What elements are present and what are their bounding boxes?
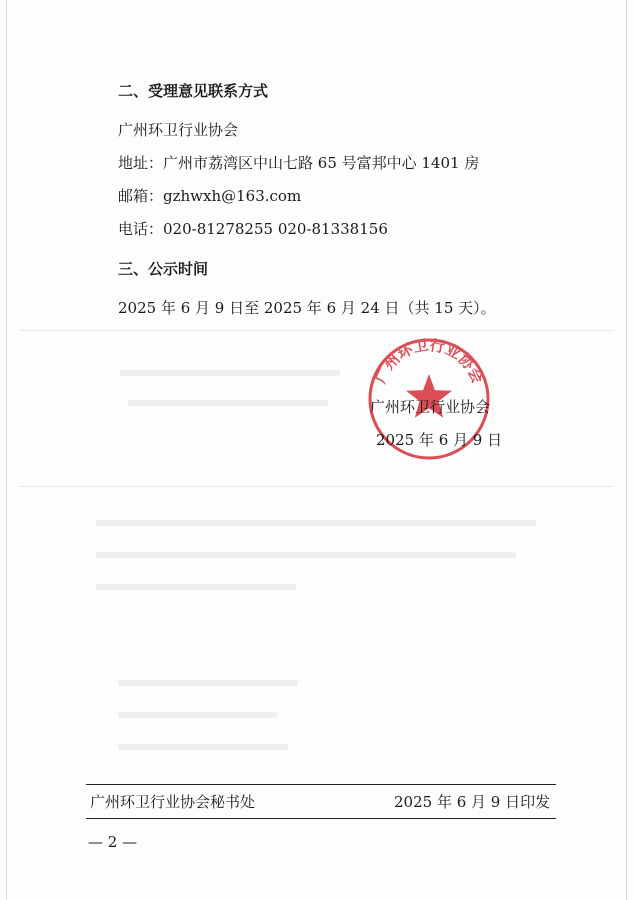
- section-heading-contact: 二、受理意见联系方式: [118, 82, 269, 100]
- bleed-through-text: [96, 584, 296, 590]
- scan-edge-left: [6, 0, 7, 900]
- bleed-through-text: [128, 400, 328, 406]
- contact-address: 地址：广州市荔湾区中山七路 65 号富邦中心 1401 房: [118, 154, 480, 172]
- contact-phone: 电话：020-81278255 020-81338156: [118, 220, 388, 238]
- footer-top-rule: [86, 784, 556, 785]
- bleed-through-text: [96, 552, 516, 558]
- contact-organization: 广州环卫行业协会: [118, 121, 239, 139]
- footer-issue-date: 2025 年 6 月 9 日印发: [394, 793, 551, 811]
- section-heading-publicity-period: 三、公示时间: [118, 260, 209, 278]
- bleed-through-rule: [20, 486, 614, 487]
- publicity-period: 2025 年 6 月 9 日至 2025 年 6 月 24 日（共 15 天）。: [118, 299, 496, 317]
- bleed-through-text: [118, 712, 278, 718]
- bleed-through-text: [118, 744, 288, 750]
- footer-bottom-rule: [86, 818, 556, 819]
- page-number: — 2 —: [88, 833, 138, 851]
- footer-issuer: 广州环卫行业协会秘书处: [90, 793, 256, 811]
- bleed-through-rule: [20, 330, 614, 331]
- bleed-through-text: [96, 520, 536, 526]
- bleed-through-text: [118, 680, 298, 686]
- bleed-through-text: [120, 370, 340, 376]
- contact-email: 邮箱：gzhwxh@163.com: [118, 187, 302, 205]
- signature-organization: 广州环卫行业协会: [370, 398, 491, 416]
- scan-edge-right: [626, 0, 627, 900]
- signature-date: 2025 年 6 月 9 日: [376, 431, 503, 449]
- seal-text: 广州环卫行业协会: [371, 336, 487, 386]
